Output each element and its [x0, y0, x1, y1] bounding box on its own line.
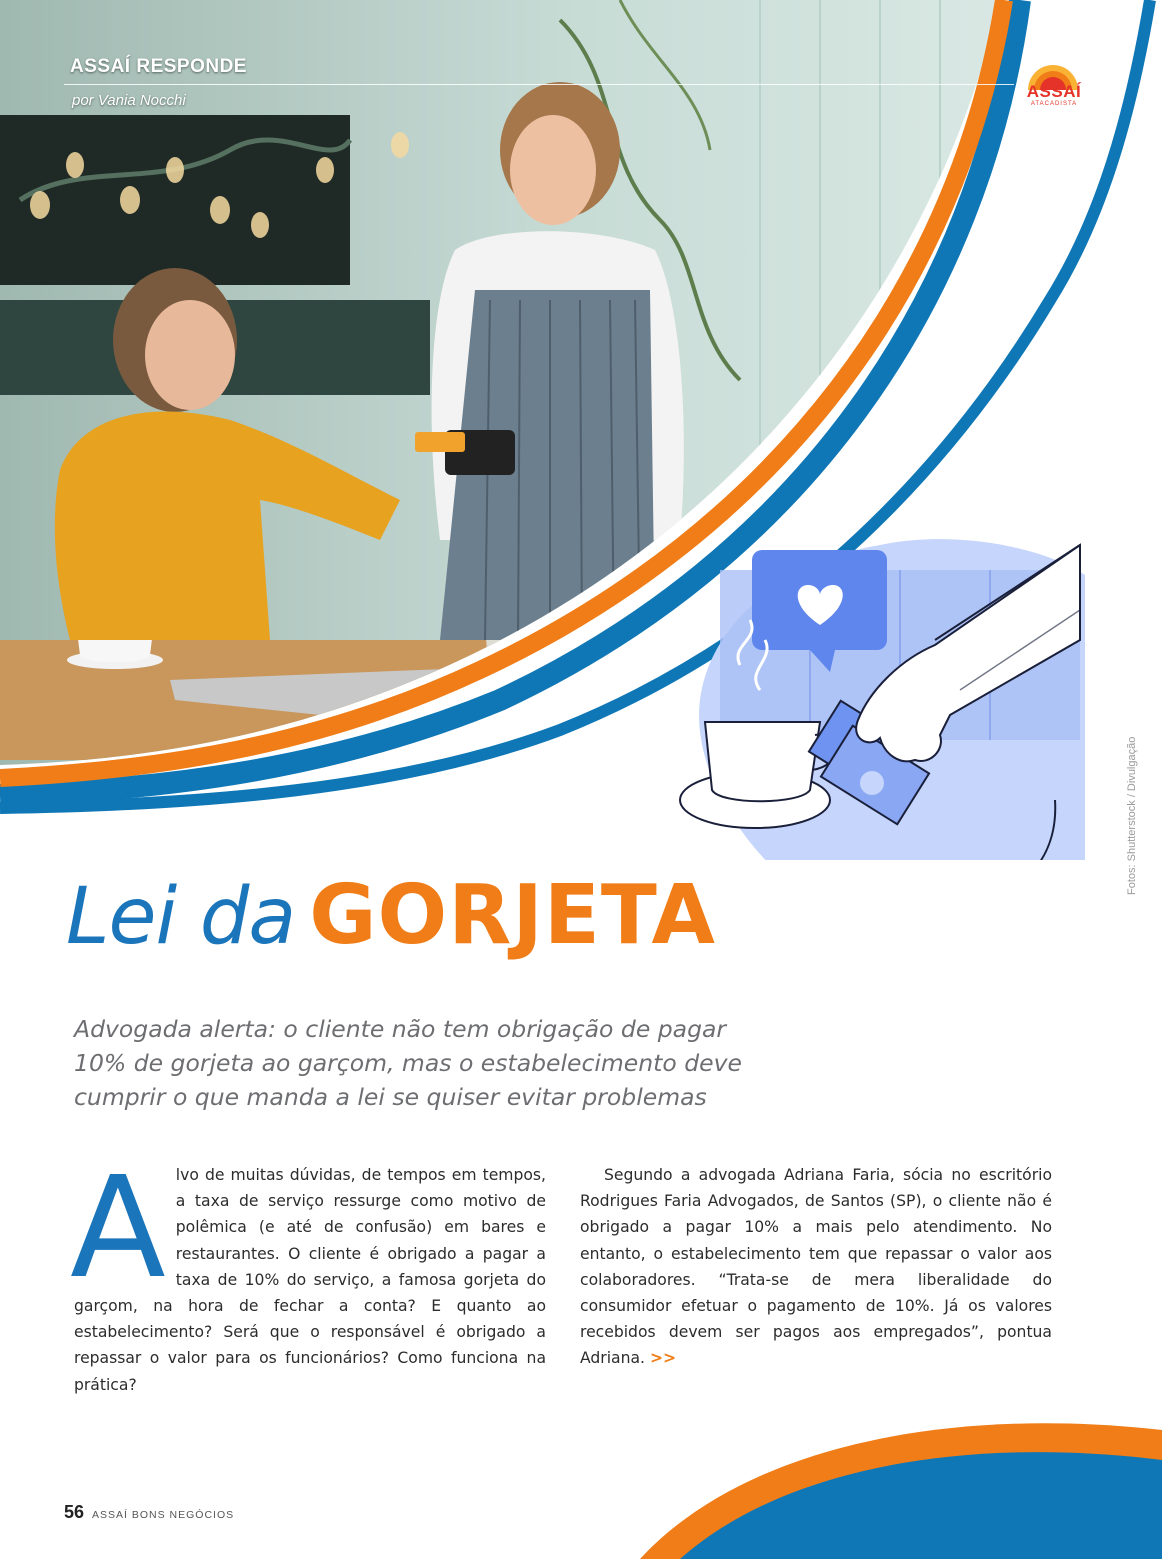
drop-cap: A — [70, 1147, 166, 1310]
lead-paragraph: Advogada alerta: o cliente não tem obrigação de pagar 10% de gorjeta ao garçom, mas o estabelecimento deve cumprir o que manda a lei se quiser evitar problemas — [74, 1015, 742, 1111]
page-number: 56 — [64, 1502, 85, 1522]
logo-subtitle: ATACADISTA — [1030, 101, 1078, 107]
title-part-1: Lei da — [66, 872, 296, 962]
logo-wordmark: ASSAÍ — [1026, 82, 1082, 101]
magazine-name: ASSAÍ BONS NEGÓCIOS — [92, 1509, 235, 1521]
body-column-2 — [580, 1162, 1052, 1372]
article-title — [66, 868, 716, 963]
photo-credit: Fotos: Shutterstock / Divulgação — [1126, 736, 1138, 895]
continue-marker: >> — [649, 1349, 677, 1368]
section-label: ASSAÍ RESPONDE — [70, 56, 247, 77]
section-divider — [64, 84, 1014, 85]
corner-swoosh — [600, 1390, 1162, 1559]
title-part-2: GORJETA — [309, 868, 716, 963]
body-column-1 — [70, 1147, 546, 1398]
byline: por Vania Nocchi — [72, 92, 186, 109]
page-footer — [64, 1502, 234, 1523]
body-text-1: lvo de muitas dúvidas, de tempos em tempos, a taxa de serviço ressurge como motivo de polêmica (e até de confusão) em bares e restaurantes. O cliente é obrigado a pagar a taxa de 10% do serviço, a famosa gorjeta do garçom, na hora de fechar a conta? E quanto ao estabelecimento? Será que o responsável é obrigado a repassar o valor para os funcionários? Como funciona na prática? — [74, 1166, 546, 1394]
body-text-2: Segundo a advogada Adriana Faria, sócia no escritório Rodrigues Faria Advogados, de Santos (SP), o cliente não é obrigado a pagar 10% a mais pelo atendimento. No entanto, o estabelecimento tem que repassar o valor aos colaboradores. “Trata-se de mera liberalidade do consumidor efetuar o pagamento de 10%. Já os valores recebidos devem ser pagos aos empregados”, pontua Adriana. — [580, 1166, 1052, 1368]
